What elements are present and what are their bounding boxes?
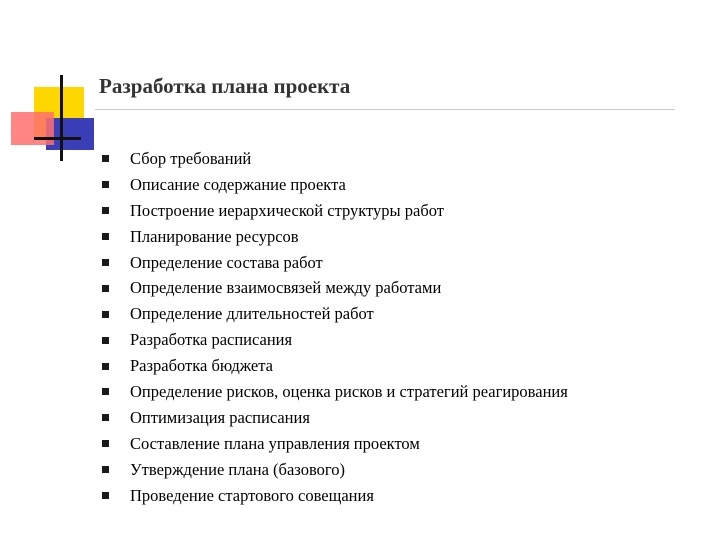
bullet-item (102, 327, 568, 353)
square-bullet-icon (102, 414, 109, 421)
bullet-text: Определение длительностей работ (130, 304, 374, 324)
square-bullet-icon (102, 155, 109, 162)
title-divider (95, 109, 675, 110)
bullet-item (102, 172, 568, 198)
slide-title: Разработка плана проекта (99, 74, 351, 98)
bullet-item (102, 379, 568, 405)
bullet-item (102, 301, 568, 327)
bullet-text: Сбор требований (130, 148, 252, 168)
square-bullet-icon (102, 388, 109, 395)
square-bullet-icon (102, 233, 109, 240)
bullet-item (102, 250, 568, 276)
square-bullet-icon (102, 466, 109, 473)
bullet-item (102, 275, 568, 301)
bullet-item (102, 198, 568, 224)
bullet-item (102, 353, 568, 379)
bullet-text: Проведение стартового совещания (130, 485, 374, 505)
square-bullet-icon (102, 363, 109, 370)
bullet-text: Построение иерархической структуры работ (130, 200, 444, 220)
square-bullet-icon (102, 440, 109, 447)
square-bullet-icon (102, 285, 109, 292)
bullet-item (102, 431, 568, 457)
bullet-text: Планирование ресурсов (130, 226, 299, 246)
square-bullet-icon (102, 311, 109, 318)
bullet-text: Разработка расписания (130, 330, 293, 350)
bullet-item (102, 483, 568, 509)
bullet-item (102, 405, 568, 431)
decor-vertical-line (60, 75, 63, 161)
bullet-text: Составление плана управления проектом (130, 433, 420, 453)
bullet-text: Определение взаимосвязей между работами (130, 278, 442, 298)
bullet-text: Разработка бюджета (130, 356, 273, 376)
square-bullet-icon (102, 207, 109, 214)
decor-red-square (11, 112, 54, 145)
decor-horizontal-line (34, 137, 81, 140)
bullet-text: Описание содержание проекта (130, 174, 346, 194)
bullet-text: Определение рисков, оценка рисков и стратегий реагирования (130, 381, 568, 401)
bullet-list (102, 146, 568, 508)
bullet-text: Определение состава работ (130, 252, 323, 272)
square-bullet-icon (102, 181, 109, 188)
square-bullet-icon (102, 259, 109, 266)
square-bullet-icon (102, 337, 109, 344)
square-bullet-icon (102, 492, 109, 499)
bullet-text: Утверждение плана (базового) (130, 459, 345, 479)
bullet-item (102, 224, 568, 250)
bullet-item (102, 457, 568, 483)
bullet-text: Оптимизация расписания (130, 407, 310, 427)
bullet-item (102, 146, 568, 172)
